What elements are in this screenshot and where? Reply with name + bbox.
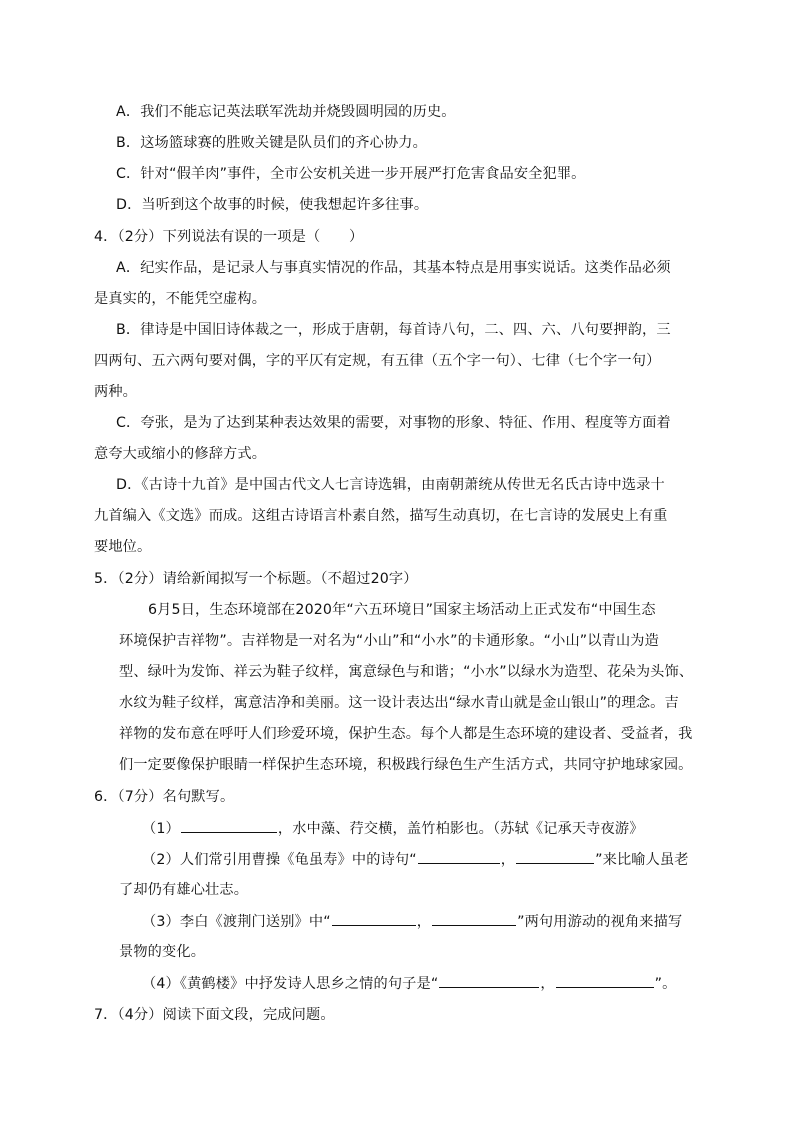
- q4-option-d-line1: D．《古诗十九首》是中国古代文人七言诗选辑，由南朝萧统从传世无名氏古诗中选录十: [116, 477, 665, 493]
- q6-item1-prefix: （1）: [142, 821, 180, 837]
- q6-item1-blank[interactable]: [181, 818, 277, 833]
- q3-option-d: D．当听到这个故事的时候，使我想起许多往事。: [116, 197, 429, 213]
- q6-item4-prefix: （4）《黄鹤楼》中抒发诗人思乡之情的句子是“: [142, 976, 439, 992]
- q5-passage-line2: 环境保护吉祥物”。吉祥物是一对名为“小山”和“小水”的卡通形象。“小山”以青山为造: [119, 633, 659, 649]
- q6-item4-suffix: ”。: [654, 976, 677, 992]
- q6-item4: [142, 973, 677, 994]
- q4-stem: 4．（2分）下列说法有误的一项是（ ）: [94, 229, 364, 245]
- q6-item2-sep: ，: [500, 852, 516, 868]
- q3-option-b: B．这场篮球赛的胜败关键是队员们的齐心协力。: [116, 135, 427, 151]
- q5-stem: 5．（2分）请给新闻拟写一个标题。（不超过20字）: [94, 571, 418, 587]
- q6-item2: [142, 849, 689, 870]
- q5-passage-line6: 们一定要像保护眼睛一样保护生态环境，积极践行绿色生产生活方式，共同守护地球家园。: [119, 757, 693, 773]
- q5-passage-line5: 祥物的发布意在呼吁人们珍爱环境，保护生态。每个人都是生态环境的建设者、受益者，我: [119, 726, 693, 742]
- q3-option-a: A．我们不能忘记英法联军洗劫并烧毁圆明园的历史。: [116, 104, 456, 120]
- q6-item2-line2: 了却仍有雄心壮志。: [119, 882, 249, 898]
- q7-stem: 7．（4分）阅读下面文段，完成问题。: [94, 1007, 335, 1023]
- q4-option-a-line2: 是真实的，不能凭空虚构。: [94, 291, 267, 307]
- q4-option-a-line1: A．纪实作品，是记录人与事真实情况的作品，其基本特点是用事实说话。这类作品必须: [116, 260, 671, 276]
- q6-item2-blank2[interactable]: [516, 849, 594, 864]
- q6-item3-line2: 景物的变化。: [119, 944, 206, 960]
- q4-option-b-line2: 四两句、五六两句要对偶，字的平仄有定规，有五律（五个字一句）、七律（七个字一句）: [94, 353, 661, 369]
- q6-item4-sep: ，: [540, 976, 555, 992]
- q3-option-c: C．针对“假羊肉”事件，全市公安机关进一步开展严打危害食品安全犯罪。: [116, 166, 586, 182]
- q6-item3-sep: ，: [416, 914, 432, 930]
- q6-item3-suffix: ”两句用游动的视角来描写: [517, 914, 683, 930]
- q6-stem: 6．（7分）名句默写。: [94, 789, 235, 805]
- q5-passage-line4: 水纹为鞋子纹样，寓意洁净和美丽。这一设计表达出“绿水青山就是金山银山”的理念。吉: [119, 695, 679, 711]
- q6-item3-blank2[interactable]: [432, 911, 516, 926]
- q4-option-b-line1: B．律诗是中国旧诗体裁之一，形成于唐朝，每首诗八句，二、四、六、八句要押韵，三: [116, 322, 671, 338]
- q6-item2-suffix: ”来比喻人虽老: [595, 852, 689, 868]
- q6-item3-prefix: （3）李白《渡荆门送别》中“: [142, 914, 331, 930]
- q4-option-c-line2: 意夸大或缩小的修辞方式。: [94, 446, 267, 462]
- q6-item4-blank2[interactable]: [556, 973, 654, 988]
- q6-item2-prefix: （2）人们常引用曹操《龟虽寿》中的诗句“: [142, 852, 417, 868]
- q4-option-d-line2: 九首编入《文选》而成。这组古诗语言朴素自然，描写生动真切，在七言诗的发展史上有重: [94, 508, 668, 524]
- q4-option-b-line3: 两种。: [94, 384, 138, 400]
- q6-item2-blank1[interactable]: [418, 849, 500, 864]
- q4-option-d-line3: 要地位。: [94, 539, 152, 555]
- q6-item4-blank1[interactable]: [439, 973, 539, 988]
- q5-passage-line1: 6月5日，生态环境部在2020年“六五环境日”国家主场活动上正式发布“中国生态: [148, 602, 656, 618]
- q6-item3-blank1[interactable]: [332, 911, 416, 926]
- q6-item3: [142, 911, 682, 932]
- q6-item1: [142, 818, 644, 839]
- q5-passage-line3: 型、绿叶为发饰、祥云为鞋子纹样，寓意绿色与和谐；“小水”以绿水为造型、花朵为头饰、: [119, 664, 694, 680]
- q6-item1-suffix: ，水中藻、荇交横，盖竹柏影也。（苏轼《记承天寺夜游》: [277, 821, 644, 837]
- q4-option-c-line1: C．夸张，是为了达到某种表达效果的需要，对事物的形象、特征、作用、程度等方面着: [116, 415, 671, 431]
